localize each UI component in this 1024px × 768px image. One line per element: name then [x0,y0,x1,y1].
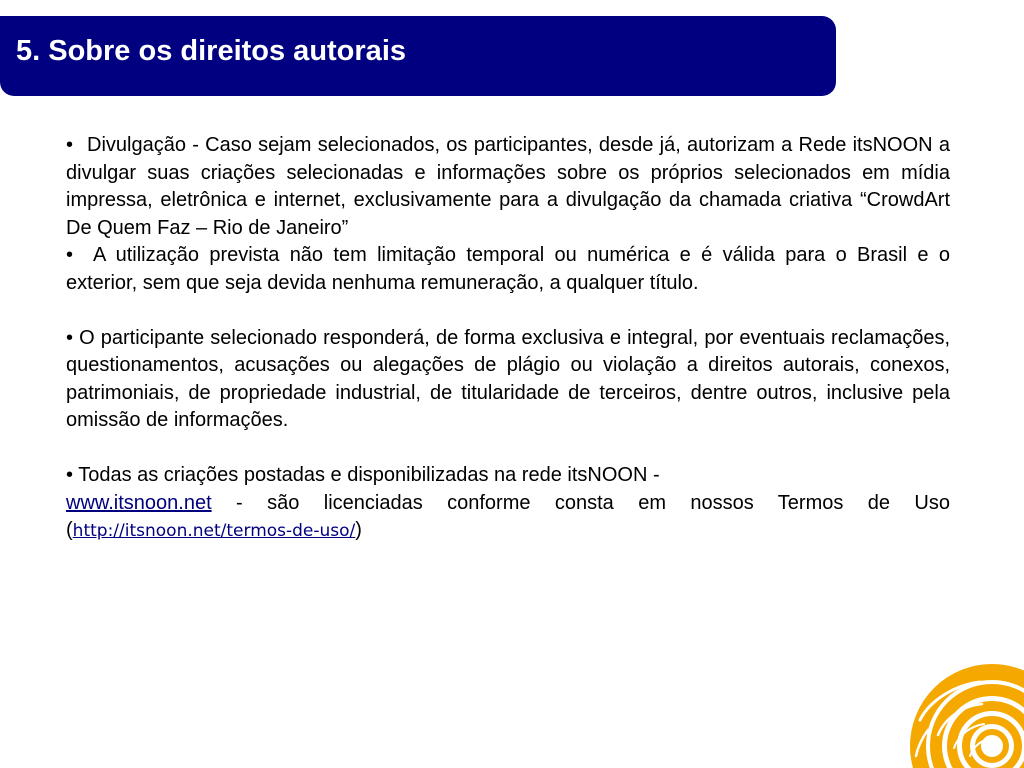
paragraph-licenca-line1: • Todas as criações postadas e disponibilizadas na rede itsNOON - [66,464,660,486]
page-title: 5. Sobre os direitos autorais [16,35,406,67]
bullet: • [66,134,74,156]
paragraph-text: Divulgação - Caso sejam selecionados, os participantes, desde já, autorizam a Rede itsNOON a divulgar suas criações selecionadas e informações sobre os próprios selecionados em mídia impressa, eletrônica e internet, exclusivamente para a divulgação da chamada criativa “CrowdArt De Quem Faz – Rio de Janeiro” [66,134,950,239]
paragraph-licenca [66,490,950,546]
title-bar [0,16,836,96]
paragraph-divulgacao [66,132,950,242]
content-body [66,132,950,546]
bullet: • [66,244,74,266]
terms-of-use-link[interactable]: http://itsnoon.net/termos-de-uso/ [72,521,356,541]
itsnoon-spiral-logo-icon [900,660,1024,768]
paragraph-utilizacao [66,242,950,297]
itsnoon-site-link[interactable]: www.itsnoon.net [66,491,212,514]
paragraph-text: A utilização prevista não tem limitação temporal ou numérica e é válida para o Brasil e o exterior, sem que seja devida nenhuma remuneração, a qualquer título. [66,244,950,294]
closing-paren: ) [355,519,362,541]
license-text: - são licenciadas conforme consta em nossos Termos de Uso ( [66,491,950,541]
paragraph-responsabilidade: • O participante selecionado responderá, de forma exclusiva e integral, por eventuais reclamações, questionamentos, acusações ou alegações de plágio ou violação a direitos autorais, conexos, patrimoniais, de propriedade industrial, de titularidade de terceiros, dentre outros, inclusive pela omissão de informações. [66,326,950,431]
